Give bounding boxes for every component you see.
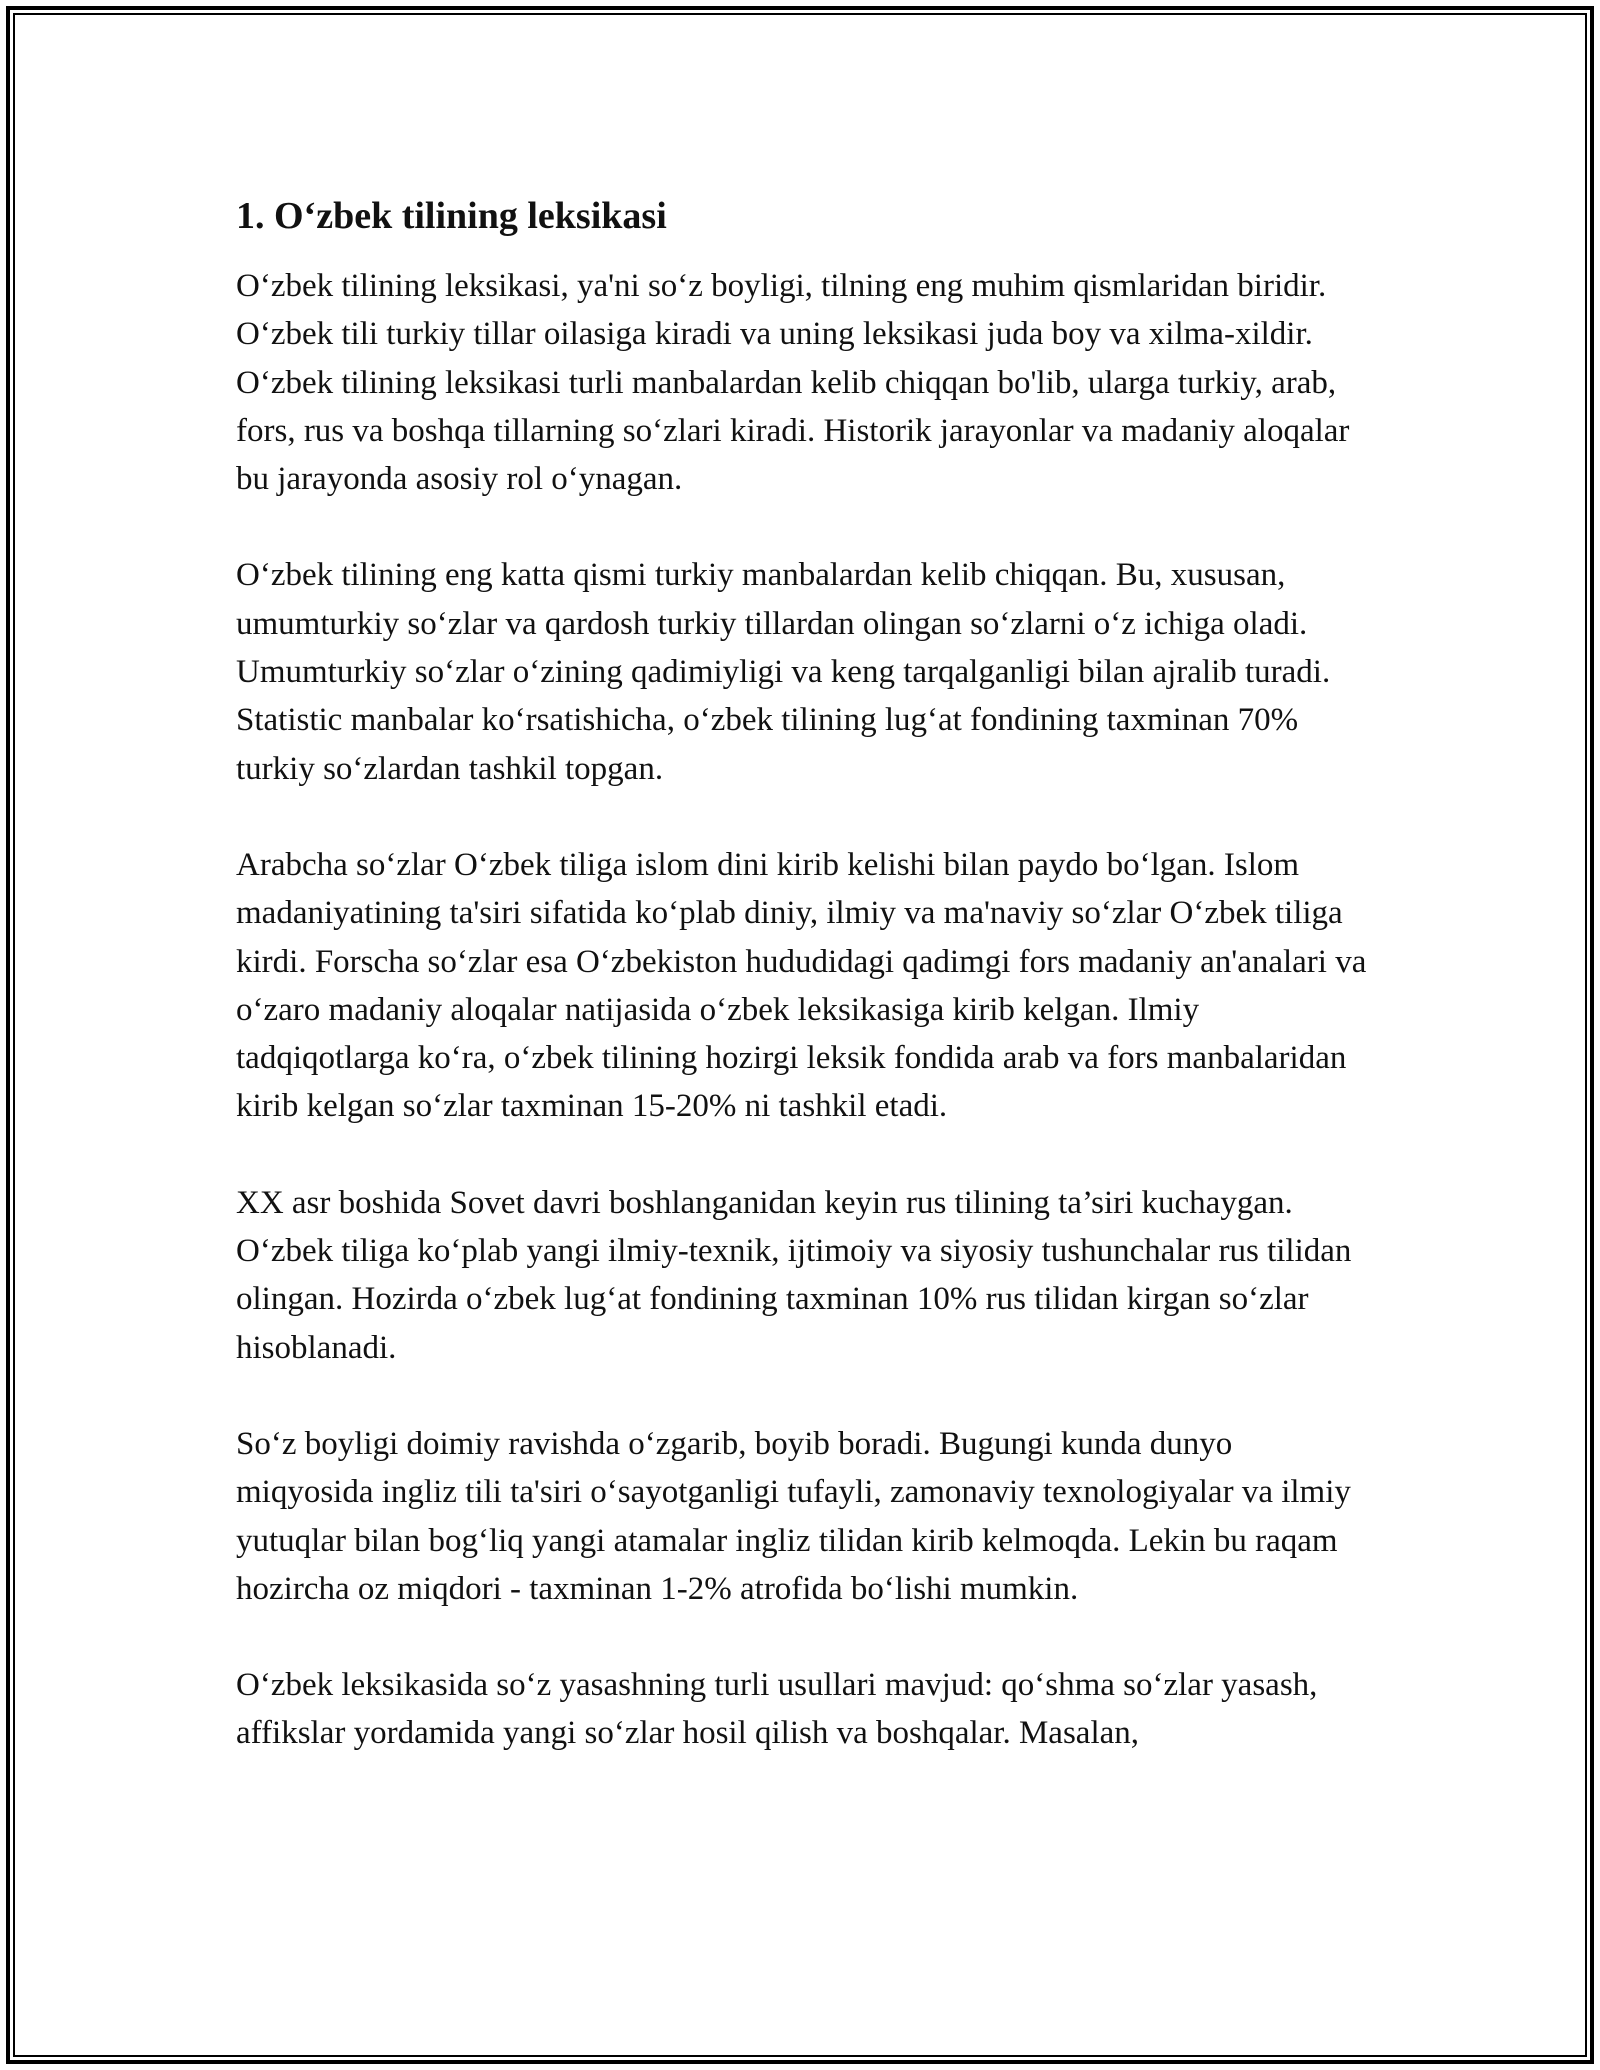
paragraph-2: O‘zbek tilining eng katta qismi turkiy manbalardan kelib chiqqan. Bu, xususan, umumturkiy so‘zlar va qardosh turkiy tillardan olingan so‘zlarni o‘z ichiga oladi. Umumturkiy so‘zlar o‘zining qadimiyligi va keng tarqalganligi bilan ajralib turadi. Statistic manbalar ko‘rsatishicha, o‘zbek tilining lug‘at fondining taxminan 70% turkiy so‘zlardan tashkil topgan. bbox=[236, 557, 1331, 787]
paragraph-5: So‘z boyligi doimiy ravishda o‘zgarib, boyib boradi. Bugungi kunda dunyo miqyosida ingliz tili ta'siri o‘sayotganligi tufayli, zamonaviy texnologiyalar va ilmiy yutuqlar bilan bog‘liq yangi atamalar ingliz tilidan kirib kelmoqda. Lekin bu raqam hozircha oz miqdori - taxminan 1-2% atrofida bo‘lishi mumkin. bbox=[236, 1425, 1351, 1607]
paragraph-4: XX asr boshida Sovet davri boshlanganidan keyin rus tilining ta’siri kuchaygan. O‘zbek tiliga ko‘plab yangi ilmiy-texnik, ijtimoiy va siyosiy tushunchalar rus tilidan olingan. Hozirda o‘zbek lug‘at fondining taxminan 10% rus tilidan kirgan so‘zlar hisoblanadi. bbox=[236, 1184, 1352, 1366]
paragraph-6: O‘zbek leksikasida so‘z yasashning turli usullari mavjud: qo‘shma so‘zlar yasash, affikslar yordamida yangi so‘zlar hosil qilish va boshqalar. Masalan, bbox=[236, 1667, 1318, 1752]
section-heading: 1. O‘zbek tilining leksikasi bbox=[236, 195, 667, 237]
document-body bbox=[236, 184, 1376, 1806]
paragraph-1: O‘zbek tilining leksikasi, ya'ni so‘z boyligi, tilning eng muhim qismlaridan biridir. O‘zbek tili turkiy tillar oilasiga kiradi va uning leksikasi juda boy va xilma-xildir. O‘zbek tilining leksikasi turli manbalardan kelib chiqqan bo'lib, ularga turkiy, arab, fors, rus va boshqa tillarning so‘zlari kiradi. Historik jarayonlar va madaniy aloqalar bu jarayonda asosiy rol o‘ynagan. bbox=[236, 268, 1350, 498]
paragraph-3: Arabcha so‘zlar O‘zbek tiliga islom dini kirib kelishi bilan paydo bo‘lgan. Islom madaniyatining ta'siri sifatida ko‘plab diniy, ilmiy va ma'naviy so‘zlar O‘zbek tiliga kirdi. Forscha so‘zlar esa O‘zbekiston hududidagi qadimgi fors madaniy an'analari va o‘zaro madaniy aloqalar natijasida o‘zbek leksikasiga kirib kelgan. Ilmiy tadqiqotlarga ko‘ra, o‘zbek tilining hozirgi leksik fondida arab va fors manbalaridan kirib kelgan so‘zlar taxminan 15-20% ni tashkil etadi. bbox=[236, 846, 1367, 1125]
